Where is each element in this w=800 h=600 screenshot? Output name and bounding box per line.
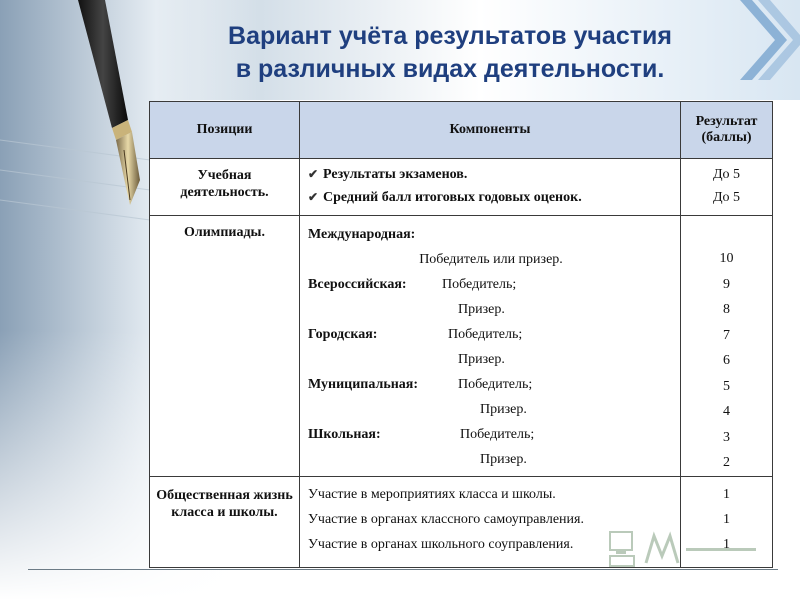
- result-value: До 5: [712, 190, 741, 205]
- checkmark-icon: ✔: [308, 167, 319, 181]
- international-prize: Победитель или призер.: [419, 252, 563, 267]
- level-international: Международная:: [308, 227, 416, 242]
- result-value: 1: [723, 486, 730, 502]
- header-row: [150, 102, 773, 159]
- result-value: 1: [723, 536, 730, 552]
- result-value: До 5: [712, 167, 741, 182]
- olympiads-results: [681, 216, 773, 477]
- level-school: Школьная: Победитель;: [308, 427, 535, 442]
- title-line-2: в различных видах деятельности.: [235, 55, 665, 83]
- municipal-prize: Призер.: [480, 402, 527, 417]
- study-results: [681, 159, 773, 216]
- title-line-1: Вариант учёта результатов участия: [228, 22, 672, 50]
- list-item: ✔ Результаты экзаменов.: [308, 163, 674, 186]
- result-value: 8: [723, 302, 730, 317]
- result-value: 10: [719, 251, 734, 266]
- header-positions: Позиции: [150, 102, 300, 159]
- olympiads-position: Олимпиады.: [150, 216, 300, 477]
- level-allrussian: Всероссийская: Победитель;: [308, 277, 517, 292]
- result-value: 3: [723, 429, 730, 445]
- table-row-study: [150, 159, 773, 216]
- result-value: 9: [723, 276, 730, 292]
- study-position: Учебная деятельность.: [150, 159, 300, 216]
- result-value: 5: [723, 378, 730, 394]
- fountain-pen-icon: [60, 0, 150, 210]
- level-city: Городская: Победитель;: [308, 327, 523, 342]
- result-value: 2: [723, 455, 730, 470]
- table-row-olympiads: [150, 216, 773, 477]
- result-value: 1: [723, 511, 730, 527]
- list-item: Участие в органах школьного соуправления.: [308, 536, 574, 552]
- header-components: Компоненты: [300, 102, 681, 159]
- results-table: [149, 101, 773, 568]
- social-position: Общественная жизнь класса и школы.: [150, 476, 300, 568]
- header-result: Результат (баллы): [681, 102, 773, 159]
- result-value: 4: [723, 404, 730, 419]
- list-item: Участие в органах классного самоуправления.: [308, 511, 584, 527]
- list-item: ✔ Средний балл итоговых годовых оценок.: [308, 186, 674, 209]
- olympiads-components: [300, 216, 681, 477]
- school-prize: Призер.: [480, 452, 527, 467]
- study-components: [300, 159, 681, 216]
- checkmark-icon: ✔: [308, 190, 319, 204]
- result-value: 7: [723, 327, 730, 343]
- result-value: 6: [723, 353, 730, 368]
- level-municipal: Муниципальная: Победитель;: [308, 377, 533, 392]
- page-title: [170, 20, 730, 86]
- city-prize: Призер.: [458, 352, 505, 367]
- list-item: Участие в мероприятиях класса и школы.: [308, 486, 556, 502]
- computer-logo-icon: [606, 528, 766, 578]
- allrussian-prize: Призер.: [458, 302, 505, 317]
